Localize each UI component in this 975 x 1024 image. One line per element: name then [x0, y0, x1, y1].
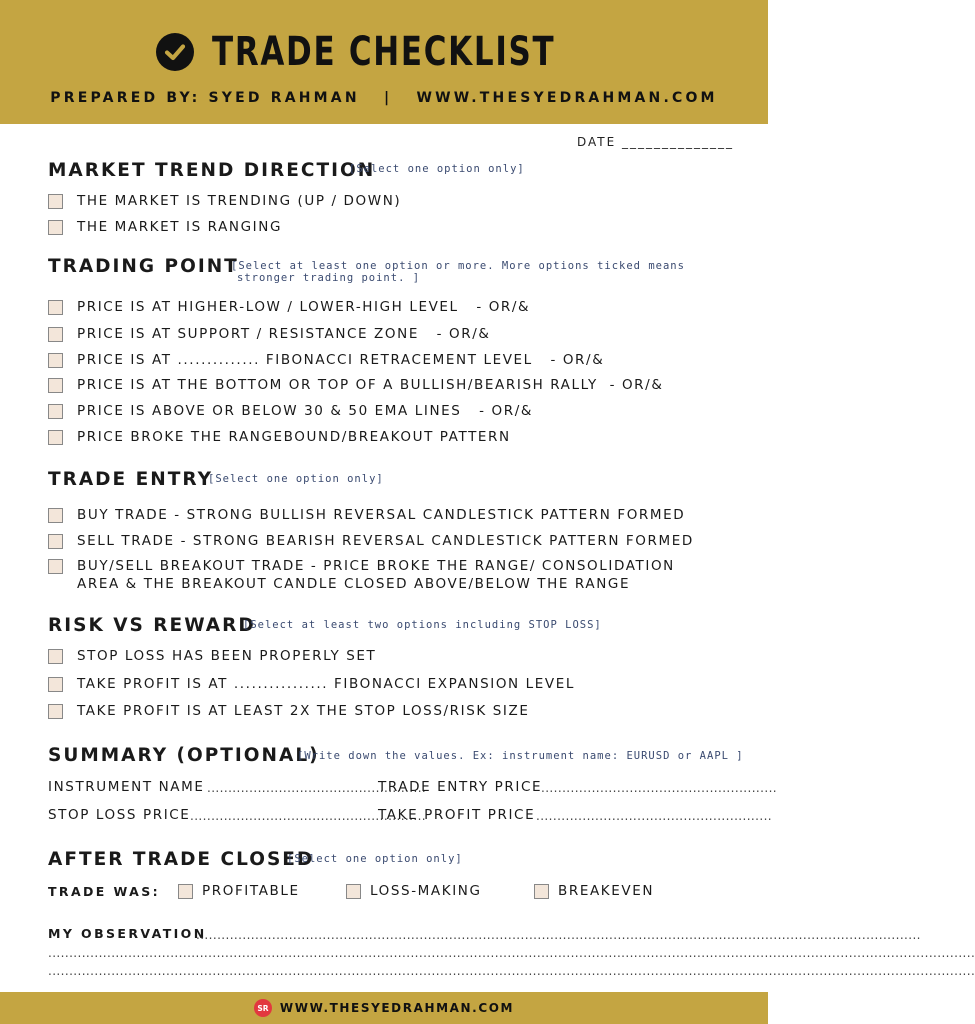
trade-entry-price-field[interactable]: ........................................................ [541, 781, 778, 795]
option-label: BREAKEVEN [558, 883, 655, 899]
checkbox-label: BUY TRADE - STRONG BULLISH REVERSAL CANDLESTICK PATTERN FORMED [77, 507, 686, 523]
observation-field-line[interactable]: ............................................................................................................................................................................................................................ [48, 964, 975, 978]
checkbox-label: THE MARKET IS TRENDING (UP / DOWN) [77, 193, 402, 209]
checkbox[interactable] [48, 534, 63, 549]
checkbox[interactable] [178, 884, 193, 899]
checkbox-item[interactable] [48, 429, 511, 445]
observation-label: MY OBSERVATION [48, 926, 207, 941]
checkbox[interactable] [48, 378, 63, 393]
checkbox-item[interactable] [48, 507, 685, 523]
checkbox[interactable] [48, 430, 63, 445]
observation-field-line[interactable]: ............................................................................................................................................................................ [196, 928, 921, 942]
checkbox-label: TAKE PROFIT IS AT ................ FIBONACCI EXPANSION LEVEL [77, 676, 575, 692]
page-title: TRADE CHECKLIST [212, 29, 556, 75]
stop-loss-price-field[interactable]: ........................................................ [190, 809, 427, 823]
checkbox-item[interactable] [48, 326, 490, 342]
checkbox[interactable] [48, 559, 63, 574]
checkbox-item[interactable] [48, 703, 529, 719]
checkbox[interactable] [48, 677, 63, 692]
summary-heading: SUMMARY (OPTIONAL) [48, 745, 320, 766]
checkbox[interactable] [48, 327, 63, 342]
trading-point-heading: TRADING POINT [48, 256, 239, 277]
checkbox-item[interactable] [48, 676, 575, 692]
option-label: LOSS-MAKING [370, 883, 482, 899]
instrument-name-field[interactable]: .................................................... [207, 781, 427, 795]
checkbox-label: PRICE BROKE THE RANGEBOUND/BREAKOUT PATTERN [77, 429, 511, 445]
take-profit-price-label: TAKE PROFIT PRICE [378, 807, 536, 823]
trade-entry-note: [Select one option only] [208, 473, 384, 485]
risk-reward-heading: RISK VS REWARD [48, 615, 256, 636]
after-trade-heading: AFTER TRADE CLOSED [48, 849, 315, 870]
checkbox-item[interactable] [48, 377, 663, 393]
checkbox-label: STOP LOSS HAS BEEN PROPERLY SET [77, 648, 377, 664]
market-trend-heading: MARKET TREND DIRECTION [48, 160, 376, 181]
trading-point-note-line2: stronger trading point. ] [237, 272, 421, 284]
trade-entry-price-label: TRADE ENTRY PRICE [378, 779, 543, 795]
option-profitable[interactable] [178, 883, 300, 899]
trade-entry-heading: TRADE ENTRY [48, 469, 213, 490]
observation-field-line[interactable]: ............................................................................................................................................................................................................................ [48, 946, 975, 960]
take-profit-price-field[interactable]: ........................................................ [536, 809, 773, 823]
footer-url[interactable]: WWW.THESYEDRAHMAN.COM [279, 1001, 515, 1015]
checkbox-label: PRICE IS AT HIGHER-LOW / LOWER-HIGH LEVEL - OR/& [77, 299, 531, 315]
page-subtitle: PREPARED BY: SYED RAHMAN | WWW.THESYEDRAHMAN.COM [50, 90, 718, 106]
checkbox-label: SELL TRADE - STRONG BEARISH REVERSAL CANDLESTICK PATTERN FORMED [77, 533, 694, 549]
checkbox-label: PRICE IS AT THE BOTTOM OR TOP OF A BULLISH/BEARISH RALLY - OR/& [77, 377, 664, 393]
footer-band [0, 992, 768, 1024]
checkbox-label: PRICE IS AT SUPPORT / RESISTANCE ZONE - OR/& [77, 326, 491, 342]
trading-point-note-line1: [Select at least one option or more. More options ticked means [231, 260, 685, 272]
checkbox-item[interactable] [48, 299, 530, 315]
checkbox[interactable] [48, 194, 63, 209]
checkbox-label-continued: AREA & THE BREAKOUT CANDLE CLOSED ABOVE/BELOW THE RANGE [77, 576, 631, 592]
option-label: PROFITABLE [202, 883, 300, 899]
checkbox-item[interactable] [48, 648, 376, 664]
checkbox-item[interactable] [48, 193, 401, 209]
checkbox-label: PRICE IS ABOVE OR BELOW 30 & 50 EMA LINES - OR/& [77, 403, 533, 419]
checkbox[interactable] [48, 508, 63, 523]
logo-icon: SR [254, 999, 272, 1017]
checkbox[interactable] [346, 884, 361, 899]
checkbox-item[interactable] [48, 558, 675, 574]
checkmark-circle-icon [156, 33, 194, 71]
title-row [0, 26, 768, 78]
checkbox-label: TAKE PROFIT IS AT LEAST 2X THE STOP LOSS/RISK SIZE [77, 703, 530, 719]
checkbox[interactable] [48, 404, 63, 419]
risk-reward-note: [Select at least two options including STOP LOSS] [243, 619, 602, 631]
checkbox-item[interactable] [48, 403, 533, 419]
stop-loss-price-label: STOP LOSS PRICE [48, 807, 191, 823]
checkbox-item[interactable] [48, 533, 694, 549]
checkbox-label: PRICE IS AT .............. FIBONACCI RETRACEMENT LEVEL - OR/& [77, 352, 605, 368]
checkbox-label: BUY/SELL BREAKOUT TRADE - PRICE BROKE THE RANGE/ CONSOLIDATION [77, 558, 675, 574]
header-band [0, 0, 768, 124]
checkbox-item[interactable] [48, 352, 604, 368]
checkbox[interactable] [48, 300, 63, 315]
checkbox[interactable] [534, 884, 549, 899]
summary-note: [Write down the values. Ex: instrument name: EURUSD or AAPL ] [297, 750, 744, 762]
checkbox[interactable] [48, 220, 63, 235]
checkbox-label: THE MARKET IS RANGING [77, 219, 283, 235]
checkbox-item[interactable] [48, 219, 282, 235]
instrument-name-label: INSTRUMENT NAME [48, 779, 205, 795]
checkbox[interactable] [48, 649, 63, 664]
option-loss-making[interactable] [346, 883, 482, 899]
after-trade-note: [Select one option only] [287, 853, 463, 865]
option-breakeven[interactable] [534, 883, 654, 899]
checkbox[interactable] [48, 704, 63, 719]
date-field[interactable]: DATE ______________ [576, 135, 734, 149]
trade-was-label: TRADE WAS: [48, 884, 160, 899]
checkbox[interactable] [48, 353, 63, 368]
market-trend-note: [Select one option only] [349, 163, 525, 175]
